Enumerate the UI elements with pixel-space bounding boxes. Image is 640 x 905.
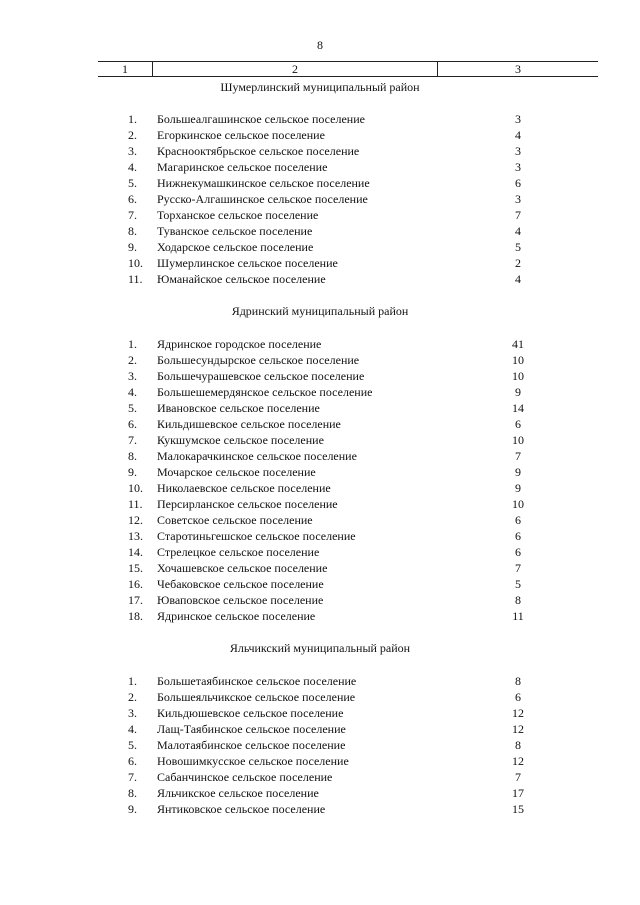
- table-row: [0, 159, 640, 175]
- settlement-count: 7: [515, 770, 521, 784]
- table-row: [0, 191, 640, 207]
- table-row: [0, 432, 640, 448]
- row-number: 15.: [128, 561, 143, 575]
- table-row: [0, 608, 640, 624]
- column-header-3: 3: [515, 62, 521, 76]
- settlement-count: 7: [515, 208, 521, 222]
- table-row: [0, 689, 640, 705]
- settlement-name: Большетаябинское сельское поселение: [157, 674, 357, 688]
- row-number: 8.: [128, 449, 137, 463]
- settlement-name: Старотиньгешское сельское поселение: [157, 529, 356, 543]
- row-number: 3.: [128, 369, 137, 383]
- table-row: [0, 368, 640, 384]
- column-header-row: [98, 61, 598, 77]
- settlement-count: 15: [512, 802, 524, 816]
- row-number: 13.: [128, 529, 143, 543]
- row-number: 6.: [128, 192, 137, 206]
- settlement-name: Мочарское сельское поселение: [157, 465, 316, 479]
- row-number: 10.: [128, 256, 143, 270]
- settlement-count: 6: [515, 176, 521, 190]
- column-header-1: 1: [98, 62, 153, 76]
- settlement-name: Русско-Алгашинское сельское поселение: [157, 192, 368, 206]
- settlement-count: 4: [515, 128, 521, 142]
- settlement-count: 10: [512, 353, 524, 367]
- row-number: 4.: [128, 385, 137, 399]
- settlement-name: Егоркинское сельское поселение: [157, 128, 325, 142]
- settlement-count: 10: [512, 497, 524, 511]
- row-number: 3.: [128, 144, 137, 158]
- table-row: [0, 673, 640, 689]
- settlement-name: Большечурашевское сельское поселение: [157, 369, 365, 383]
- table-row: [0, 512, 640, 528]
- table-row: [0, 785, 640, 801]
- settlement-count: 2: [515, 256, 521, 270]
- settlement-name: Туванское сельское поселение: [157, 224, 313, 238]
- row-number: 16.: [128, 577, 143, 591]
- settlement-count: 7: [515, 449, 521, 463]
- table-row: [0, 592, 640, 608]
- settlement-name: Чебаковское сельское поселение: [157, 577, 324, 591]
- row-number: 2.: [128, 353, 137, 367]
- row-number: 10.: [128, 481, 143, 495]
- row-number: 3.: [128, 706, 137, 720]
- row-number: 5.: [128, 401, 137, 415]
- settlement-name: Николаевское сельское поселение: [157, 481, 331, 495]
- settlement-count: 7: [515, 561, 521, 575]
- settlement-count: 6: [515, 513, 521, 527]
- row-number: 11.: [128, 497, 143, 511]
- row-number: 5.: [128, 738, 137, 752]
- settlement-name: Яльчикское сельское поселение: [157, 786, 319, 800]
- settlement-count: 6: [515, 529, 521, 543]
- settlement-name: Советское сельское поселение: [157, 513, 313, 527]
- row-number: 9.: [128, 240, 137, 254]
- settlement-name: Сабанчинское сельское поселение: [157, 770, 333, 784]
- table-row: [0, 769, 640, 785]
- table-row: [0, 544, 640, 560]
- table-row: [0, 352, 640, 368]
- settlement-name: Ивановское сельское поселение: [157, 401, 320, 415]
- settlement-count: 12: [512, 754, 524, 768]
- table-row: [0, 801, 640, 817]
- settlement-name: Кильдюшевское сельское поселение: [157, 706, 344, 720]
- table-row: [0, 271, 640, 287]
- settlement-name: Ходарское сельское поселение: [157, 240, 314, 254]
- settlement-count: 3: [515, 112, 521, 126]
- table-row: [0, 143, 640, 159]
- settlement-count: 3: [515, 160, 521, 174]
- table-row: [0, 528, 640, 544]
- settlement-name: Ядринское городское поселение: [157, 337, 322, 351]
- settlement-count: 8: [515, 674, 521, 688]
- row-number: 7.: [128, 770, 137, 784]
- district-title: Ядринский муниципальный район: [231, 304, 409, 318]
- row-number: 1.: [128, 112, 137, 126]
- table-row: [0, 560, 640, 576]
- table-row: [0, 737, 640, 753]
- district-title: Яльчикский муниципальный район: [229, 641, 411, 655]
- row-number: 17.: [128, 593, 143, 607]
- settlement-name: Новошимкусское сельское поселение: [157, 754, 349, 768]
- table-row: [0, 416, 640, 432]
- row-number: 9.: [128, 802, 137, 816]
- table-row: [0, 721, 640, 737]
- table-row: [0, 239, 640, 255]
- settlement-name: Ядринское сельское поселение: [157, 609, 316, 623]
- row-number: 5.: [128, 176, 137, 190]
- row-number: 18.: [128, 609, 143, 623]
- settlement-name: Юваповское сельское поселение: [157, 593, 324, 607]
- settlement-count: 5: [515, 240, 521, 254]
- settlement-name: Стрелецкое сельское поселение: [157, 545, 320, 559]
- settlement-name: Шумерлинское сельское поселение: [157, 256, 338, 270]
- settlement-count: 6: [515, 690, 521, 704]
- settlement-name: Малокарачкинское сельское поселение: [157, 449, 357, 463]
- table-row: [0, 207, 640, 223]
- row-number: 2.: [128, 690, 137, 704]
- table-row: [0, 400, 640, 416]
- settlement-name: Янтиковское сельское поселение: [157, 802, 326, 816]
- settlement-count: 11: [512, 609, 524, 623]
- settlement-name: Персирланское сельское поселение: [157, 497, 338, 511]
- row-number: 8.: [128, 786, 137, 800]
- settlement-count: 5: [515, 577, 521, 591]
- settlement-count: 6: [515, 545, 521, 559]
- row-number: 1.: [128, 337, 137, 351]
- settlement-name: Большеяльчикское сельское поселение: [157, 690, 356, 704]
- page-number: 8: [317, 38, 323, 52]
- table-row: [0, 384, 640, 400]
- column-header-2: 2: [153, 62, 438, 76]
- row-number: 6.: [128, 417, 137, 431]
- table-row: [0, 705, 640, 721]
- settlement-name: Торханское сельское поселение: [157, 208, 319, 222]
- settlement-name: Хочашевское сельское поселение: [157, 561, 328, 575]
- table-row: [0, 576, 640, 592]
- settlement-name: Кильдишевское сельское поселение: [157, 417, 341, 431]
- table-row: [0, 336, 640, 352]
- settlement-count: 41: [512, 337, 524, 351]
- table-row: [0, 175, 640, 191]
- table-row: [0, 127, 640, 143]
- settlement-count: 8: [515, 738, 521, 752]
- table-row: [0, 496, 640, 512]
- table-row: [0, 448, 640, 464]
- settlement-count: 6: [515, 417, 521, 431]
- row-number: 14.: [128, 545, 143, 559]
- settlement-count: 14: [512, 401, 524, 415]
- table-row: [0, 223, 640, 239]
- settlement-name: Нижнекумашкинское сельское поселение: [157, 176, 370, 190]
- settlement-count: 12: [512, 722, 524, 736]
- table-row: [0, 255, 640, 271]
- row-number: 7.: [128, 208, 137, 222]
- row-number: 1.: [128, 674, 137, 688]
- settlement-count: 3: [515, 144, 521, 158]
- row-number: 4.: [128, 160, 137, 174]
- settlement-count: 8: [515, 593, 521, 607]
- settlement-name: Кукшумское сельское поселение: [157, 433, 324, 447]
- table-row: [0, 464, 640, 480]
- settlement-name: Краснооктябрьское сельское поселение: [157, 144, 360, 158]
- settlement-count: 9: [515, 481, 521, 495]
- settlement-name: Большешемердянское сельское поселение: [157, 385, 373, 399]
- row-number: 6.: [128, 754, 137, 768]
- settlement-count: 12: [512, 706, 524, 720]
- settlement-name: Лащ-Таябинское сельское поселение: [157, 722, 346, 736]
- row-number: 11.: [128, 272, 143, 286]
- settlement-count: 4: [515, 272, 521, 286]
- settlement-count: 3: [515, 192, 521, 206]
- table-row: [0, 753, 640, 769]
- row-number: 9.: [128, 465, 137, 479]
- settlement-name: Большеалгашинское сельское поселение: [157, 112, 365, 126]
- table-row: [0, 111, 640, 127]
- settlement-count: 9: [515, 465, 521, 479]
- row-number: 7.: [128, 433, 137, 447]
- settlement-name: Юманайское сельское поселение: [157, 272, 326, 286]
- row-number: 8.: [128, 224, 137, 238]
- settlement-name: Большесундырское сельское поселение: [157, 353, 360, 367]
- settlement-count: 10: [512, 369, 524, 383]
- settlement-count: 17: [512, 786, 524, 800]
- row-number: 4.: [128, 722, 137, 736]
- settlement-name: Магаринское сельское поселение: [157, 160, 328, 174]
- settlement-count: 10: [512, 433, 524, 447]
- district-title: Шумерлинский муниципальный район: [220, 80, 420, 94]
- settlement-name: Малотаябинское сельское поселение: [157, 738, 346, 752]
- row-number: 12.: [128, 513, 143, 527]
- table-row: [0, 480, 640, 496]
- settlement-count: 4: [515, 224, 521, 238]
- settlement-count: 9: [515, 385, 521, 399]
- row-number: 2.: [128, 128, 137, 142]
